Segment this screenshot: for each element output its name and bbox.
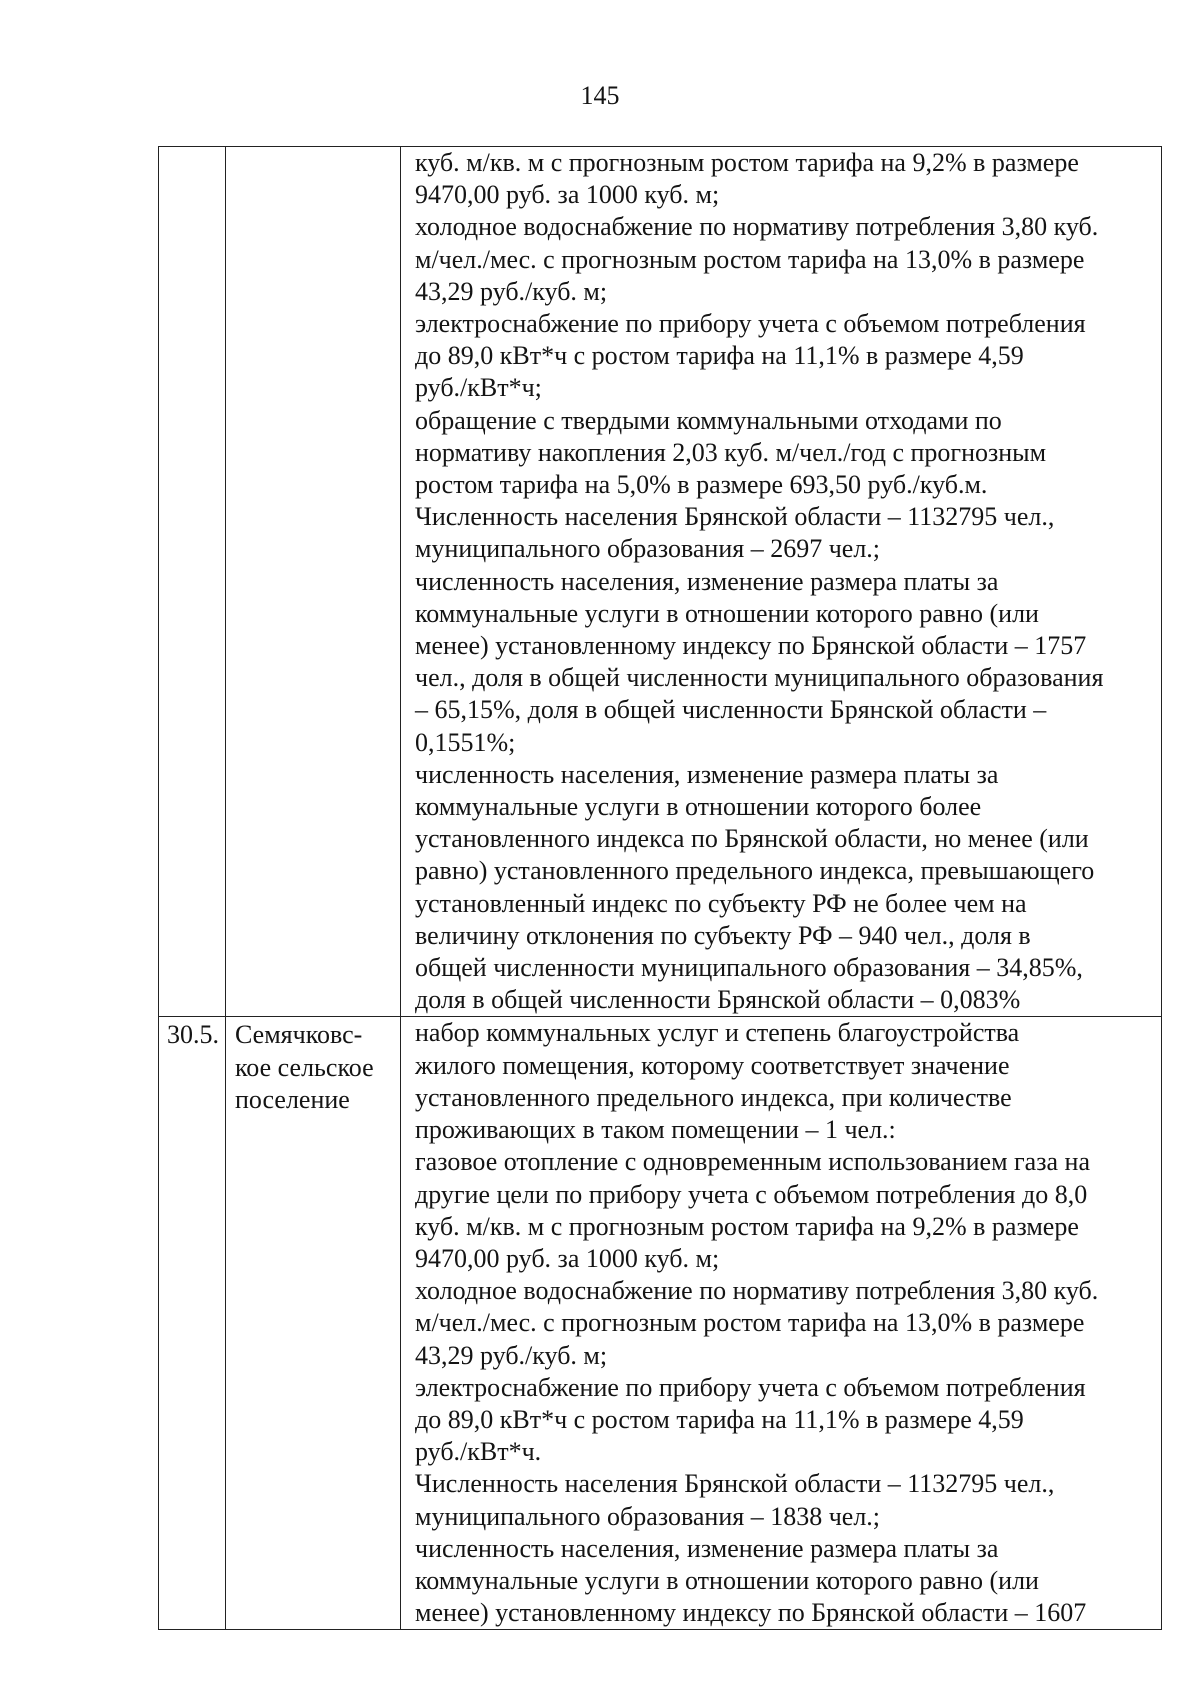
description-line: жилого помещения, которому соответствует значение [415,1050,1010,1080]
description-line: равно) установленного предельного индекса, превышающего [415,856,1095,886]
description-line: численность населения, изменение размера платы за [415,566,999,596]
municipality-name-line: поселение [235,1084,350,1114]
description-line: 43,29 руб./куб. м; [415,276,608,306]
description-line: 43,29 руб./куб. м; [415,1340,608,1370]
description-cell [401,147,1162,1017]
description-line: коммунальные услуги в отношении которого равно (или [415,598,1039,628]
row-number-cell [159,147,226,1017]
table-row-continuation [159,147,1162,1017]
description-line: электроснабжение по прибору учета с объемом потребления [415,309,1086,339]
description-line: руб./кВт*ч; [415,373,542,403]
description-line: нормативу накопления 2,03 куб. м/чел./год с прогнозным [415,437,1047,467]
page-number: 145 [580,81,620,110]
description-line: 9470,00 руб. за 1000 куб. м; [415,180,720,210]
description-line: куб. м/кв. м с прогнозным ростом тарифа на 9,2% в размере [415,1211,1079,1241]
description-line: руб./кВт*ч. [415,1437,542,1467]
description-cell [401,1017,1162,1630]
description-line: установленный индекс по субъекту РФ не более чем на [415,888,1027,918]
description-line: муниципального образования – 2697 чел.; [415,534,881,564]
description-line: холодное водоснабжение по нормативу потребления 3,80 куб. [415,1276,1099,1306]
description-line: величину отклонения по субъекту РФ – 940 чел., доля в [415,920,1031,950]
municipality-name-line: Семячковс- [235,1020,363,1050]
row-number [159,147,225,149]
description-line: установленного индекса по Брянской области, но менее (или [415,824,1089,854]
description-line: численность населения, изменение размера платы за [415,1533,999,1563]
description-line: холодное водоснабжение по нормативу потребления 3,80 куб. [415,212,1099,242]
description-line: газовое отопление с одновременным использованием газа на [415,1147,1090,1177]
description-line: чел., доля в общей численности муниципального образования [415,663,1104,693]
description-line: доля в общей численности Брянской области – 0,083% [415,985,1021,1015]
municipality-name-cell [226,147,401,1017]
description-line: общей численности муниципального образования – 34,85%, [415,953,1083,983]
municipality-name-line: кое сельское [235,1052,374,1082]
description-line: менее) установленному индексу по Брянской области – 1607 [415,1598,1087,1628]
description-line: менее) установленному индексу по Брянской области – 1757 [415,631,1087,661]
description-line: до 89,0 кВт*ч с ростом тарифа на 11,1% в размере 4,59 [415,1404,1024,1434]
description-line: – 65,15%, доля в общей численности Брянской области – [415,695,1047,725]
description-line: м/чел./мес. с прогнозным ростом тарифа на 13,0% в размере [415,1308,1085,1338]
description-line: набор коммунальных услуг и степень благоустройства [415,1018,1020,1048]
description-line: 9470,00 руб. за 1000 куб. м; [415,1243,720,1273]
description-line: проживающих в таком помещении – 1 чел.: [415,1115,896,1145]
description-line: электроснабжение по прибору учета с объемом потребления [415,1372,1086,1402]
description-line: Численность населения Брянской области – 1132795 чел., [415,502,1055,532]
description-text [401,1017,1161,1629]
description-line: куб. м/кв. м с прогнозным ростом тарифа на 9,2% в размере [415,148,1079,177]
description-line: установленного предельного индекса, при количестве [415,1082,1012,1112]
description-line: до 89,0 кВт*ч с ростом тарифа на 11,1% в размере 4,59 [415,341,1024,371]
municipality-name [226,147,400,149]
data-table [158,146,1162,1630]
description-line: Численность населения Брянской области – 1132795 чел., [415,1469,1055,1499]
table-row-30-5 [159,1017,1162,1630]
municipality-name [226,1017,400,1116]
row-number: 30.5. [167,1020,219,1050]
description-line: м/чел./мес. с прогнозным ростом тарифа на 13,0% в размере [415,244,1085,274]
description-line: другие цели по прибору учета с объемом потребления до 8,0 [415,1179,1088,1209]
description-line: обращение с твердыми коммунальными отходами по [415,405,1002,435]
description-line: 0,1551%; [415,727,516,757]
description-line: коммунальные услуги в отношении которого более [415,792,982,822]
row-number-cell [159,1017,226,1630]
municipality-name-cell [226,1017,401,1630]
description-line: коммунальные услуги в отношении которого равно (или [415,1565,1039,1595]
description-line: ростом тарифа на 5,0% в размере 693,50 руб./куб.м. [415,470,988,500]
description-line: муниципального образования – 1838 чел.; [415,1501,881,1531]
description-text [401,147,1161,1016]
description-line: численность населения, изменение размера платы за [415,759,999,789]
